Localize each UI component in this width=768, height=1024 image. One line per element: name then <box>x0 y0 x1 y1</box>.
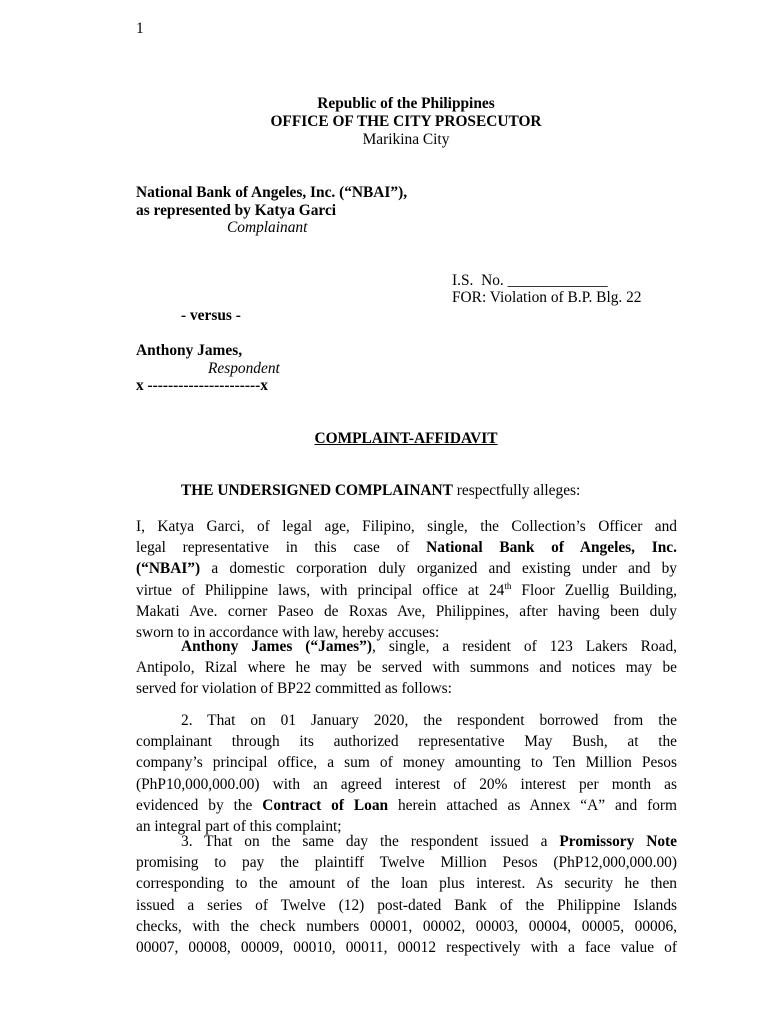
complainant-role: Complainant <box>227 219 308 236</box>
para1-line4-rest: Floor Zuellig Building, <box>511 581 677 599</box>
para3-line5 <box>136 795 677 816</box>
para1-line3 <box>136 558 677 579</box>
intro-bold: THE UNDERSIGNED COMPLAINANT <box>181 482 453 499</box>
paragraph-respondent <box>136 636 677 700</box>
is-number-line: I.S. No. _____________ <box>452 272 608 289</box>
para2-line1-text: , single, a resident of 123 Lakers Road, <box>371 638 677 655</box>
para1-line2-text: legal representative in this case of <box>136 539 427 557</box>
para1-line6: sworn to in accordance with law, hereby accuses: <box>136 623 440 641</box>
para3-line2: complainant through its authorized representative May Bush, at the <box>136 733 677 751</box>
para1-corp-abbrev: (“NBAI”) <box>136 560 201 578</box>
complainant-name: National Bank of Angeles, Inc. (“NBAI”), <box>136 184 408 201</box>
para1-line5: Makati Ave. corner Paseo de Roxas Ave, Philippines, after having been duly <box>136 602 677 620</box>
intro-rest: respectfully alleges: <box>452 482 581 499</box>
para4-line1 <box>136 831 677 852</box>
para3-line4: (PhP10,000,000.00) with an agreed interest of 20% interest per month as <box>136 775 677 793</box>
para3-line1: 2. That on 01 January 2020, the respondent borrowed from the <box>181 712 677 729</box>
para1-corp-name: National Bank of Angeles, Inc. <box>426 539 677 557</box>
paragraph-item-2 <box>136 710 677 837</box>
header-republic: Republic of the Philippines <box>317 95 495 112</box>
para2-line1 <box>136 636 677 657</box>
respondent-role: Respondent <box>208 360 280 377</box>
header-city: Marikina City <box>362 131 450 148</box>
para4-line2: promising to pay the plaintiff Twelve Million Pesos (PhP12,000,000.00) <box>136 854 677 872</box>
para2-respondent-name: Anthony James (“James”) <box>181 638 372 655</box>
caption-separator: x ----------------------x <box>136 377 268 394</box>
para3-line3: company’s principal office, a sum of money amounting to Ten Million Pesos <box>136 754 677 772</box>
para2-line3: served for violation of BP22 committed as follows: <box>136 680 452 698</box>
para3-contract-of-loan: Contract of Loan <box>262 796 389 814</box>
para2-line2: Antipolo, Rizal where he may be served with summons and notices may be <box>136 659 677 677</box>
para4-line3: corresponding to the amount of the loan plus interest. As security he then <box>136 875 677 893</box>
para4-line4: issued a series of Twelve (12) post-dated Bank of the Philippine Islands <box>136 896 677 914</box>
para1-ordinal-suffix: th <box>504 580 512 591</box>
paragraph-affiant <box>136 516 677 643</box>
para3-line5-text: evidenced by the <box>136 796 263 814</box>
para1-line4 <box>136 580 677 601</box>
paragraph-item-3 <box>136 831 677 958</box>
para1-line3-text: a domestic corporation duly organized and existing under and by <box>200 560 677 578</box>
para4-promissory-note: Promissory Note <box>559 833 678 850</box>
respondent-name: Anthony James, <box>136 342 243 359</box>
para4-line5: checks, with the check numbers 00001, 00002, 00003, 00004, 00005, 00006, <box>136 917 677 935</box>
para4-line6: 00007, 00008, 00009, 00010, 00011, 00012 respectively with a face value of <box>136 938 677 956</box>
document-title: COMPLAINT-AFFIDAVIT <box>314 430 498 447</box>
versus-label: - versus - <box>181 307 241 324</box>
header-office: OFFICE OF THE CITY PROSECUTOR <box>270 113 542 130</box>
intro-line <box>181 482 580 500</box>
para3-line6: an integral part of this complaint; <box>136 817 342 835</box>
para3-line5-rest: herein attached as Annex “A” and form <box>388 796 677 814</box>
complainant-representative: as represented by Katya Garci <box>136 202 337 219</box>
para4-line1-text: 3. That on the same day the respondent issued a <box>181 833 560 850</box>
case-for-line: FOR: Violation of B.P. Blg. 22 <box>452 289 642 306</box>
para1-line4-text: virtue of Philippine laws, with principal office at 24 <box>136 581 505 599</box>
para1-line1: I, Katya Garci, of legal age, Filipino, single, the Collection’s Officer and <box>136 518 677 535</box>
para1-line2 <box>136 537 677 558</box>
page-number: 1 <box>136 20 144 37</box>
